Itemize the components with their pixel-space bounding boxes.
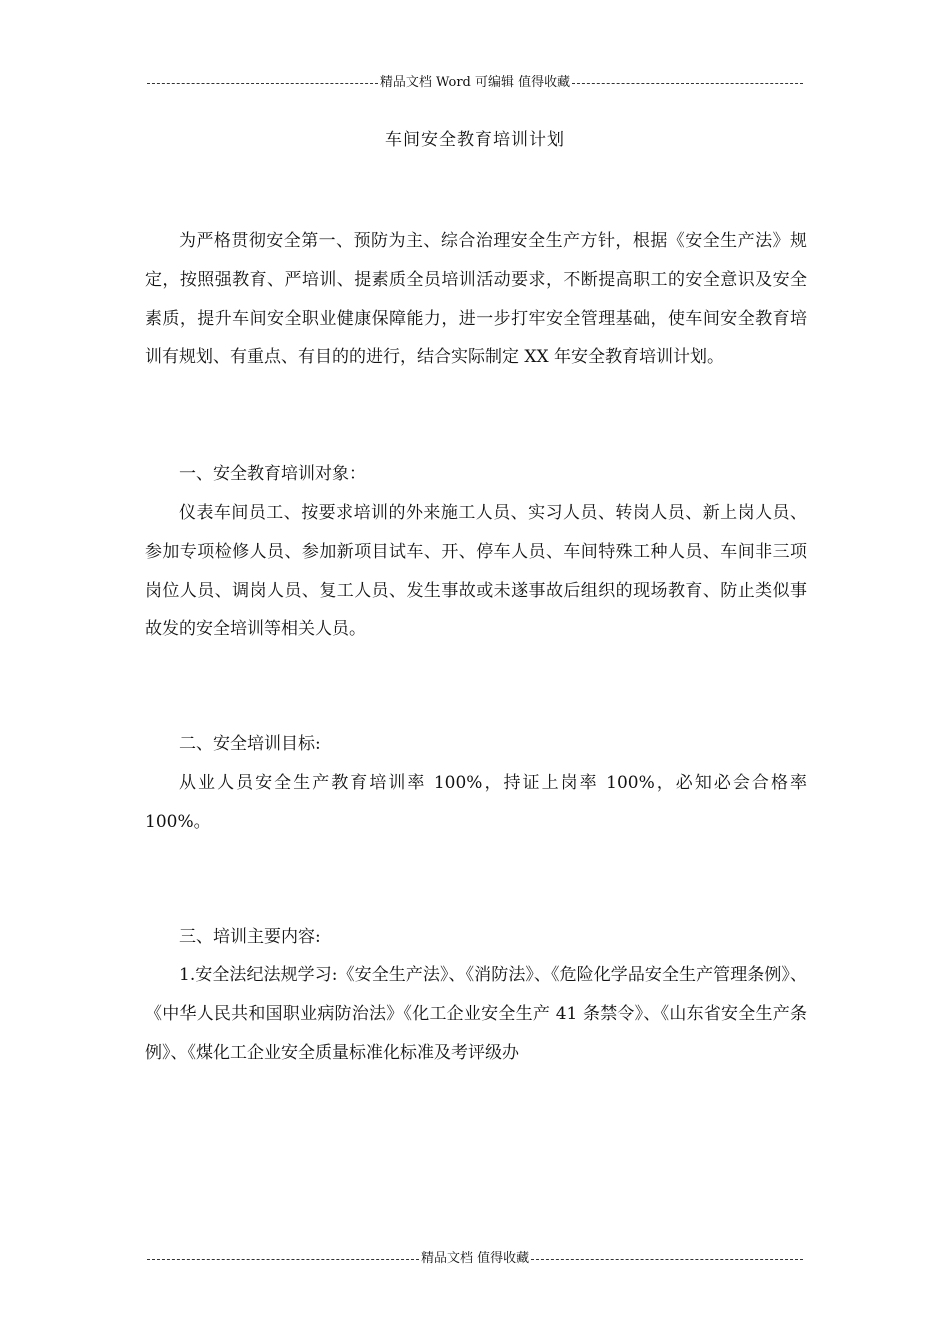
header-dash-left <box>147 83 378 84</box>
section-body-1: 仪表车间员工、按要求培训的外来施工人员、实习人员、转岗人员、新上岗人员、参加专项检修人员、参加新项目试车、开、停车人员、车间特殊工种人员、车间非三项岗位人员、调岗人员、复工人员、发生事故或未遂事故后组织的现场教育、防止类似事故发的安全培训等相关人员。 <box>145 502 807 640</box>
section-heading-1: 一、安全教育培训对象： <box>179 464 366 485</box>
page-footer <box>145 1250 805 1268</box>
footer-text: 精品文档 值得收藏 <box>420 1251 530 1266</box>
section-heading-2: 二、安全培训目标: <box>179 734 321 755</box>
section-heading-3: 三、培训主要内容: <box>179 926 321 947</box>
page-header <box>145 74 805 92</box>
footer-dash-left <box>147 1259 419 1260</box>
section-body-2: 从业人员安全生产教育培训率 100%，持证上岗率 100%，必知必会合格率 100%。 <box>145 772 807 832</box>
document-title: 车间安全教育培训计划 <box>385 130 565 150</box>
header-dash-right <box>572 83 803 84</box>
intro-paragraph: 为严格贯彻安全第一、预防为主、综合治理安全生产方针，根据《安全生产法》规定，按照强教育、严培训、提素质全员培训活动要求，不断提高职工的安全意识及安全素质，提升车间安全职业健康保障能力，进一步打牢安全管理基础，使车间安全教育培训有规划、有重点、有目的的进行，结合实际制定 XX 年安全教育培训计划。 <box>145 231 807 368</box>
section-body-3: 1.安全法纪法规学习:《安全生产法》、《消防法》、《危险化学品安全生产管理条例》、《中华人民共和国职业病防治法》《化工企业安全生产 41 条禁令》、《山东省安全生产条例》、《煤化工企业安全质量标准化标准及考评级办 <box>145 965 807 1063</box>
header-text: 精品文档 Word 可编辑 值得收藏 <box>379 75 571 90</box>
document-body <box>145 222 807 1073</box>
footer-dash-right <box>531 1259 803 1260</box>
